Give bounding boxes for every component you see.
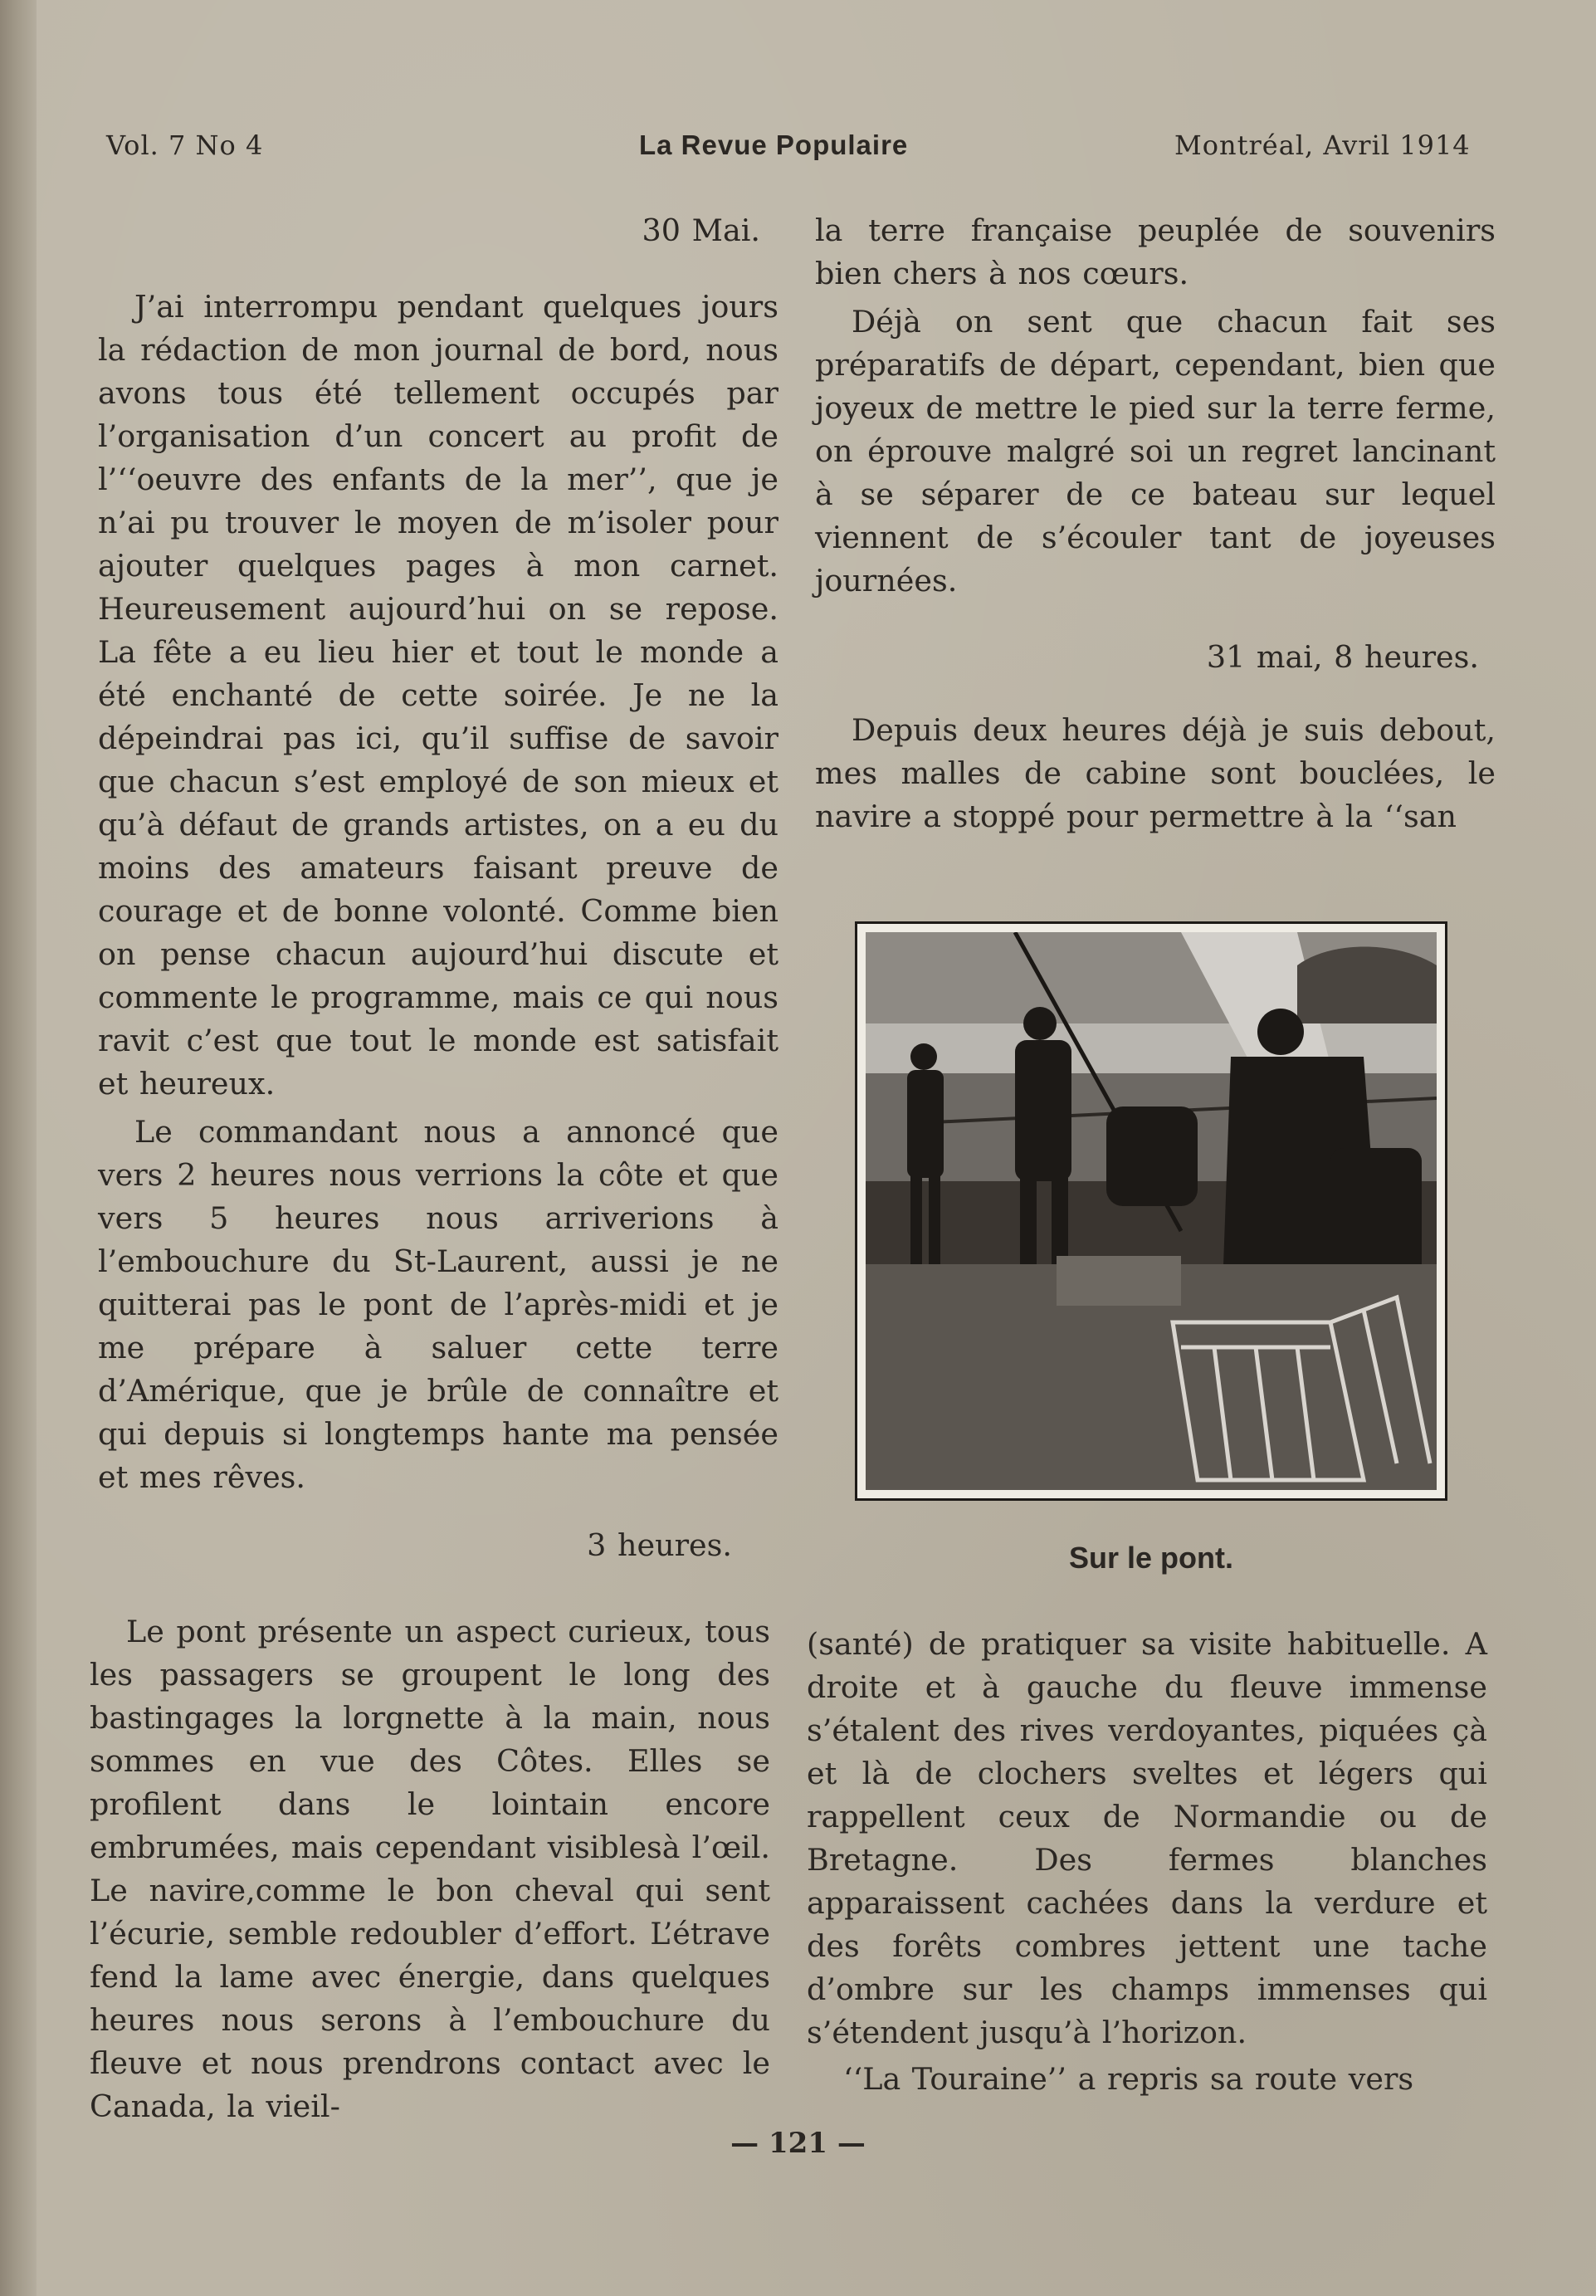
- deck-photograph: [855, 921, 1447, 1501]
- paragraph-pont-aspect: Le pont présente un aspect curieux, tous les passagers se groupent le long des bastingages la lorgnette à la main, nous sommes en vue des Côtes. Elles se profilent dans le lointain encore embrumées, mais cependant visiblesà l’œil. Le navire,comme le bon cheval qui sent l’écurie, semble redoubler d’effort. L’étrave fend la lame avec énergie, dans quelques heures nous serons à l’embouchure du fleuve et nous prendrons contact avec le Canada, la vieil-: [90, 1614, 770, 2124]
- left-column-top: [98, 209, 778, 1499]
- right-column-top: [815, 209, 1496, 838]
- publication-title: La Revue Populaire: [639, 129, 909, 160]
- paragraph-commandant: Le commandant nous a annoncé que vers 2 heures nous verrions la côte et que vers 5 heures nous arriverions à l’embouchure du St-Laurent, aussi je ne quitterai pas le pont de l’après-midi et je me prépare à saluer cette terre d’Amérique, que je brûle de connaître et qui depuis si longtemps hante ma pensée et mes rêves.: [98, 1114, 778, 1495]
- paragraph-concert: J’ai interrompu pendant quelques jours la rédaction de mon journal de bord, nous avons tous été tellement occupés par l’organisation d’un concert au profit de l’‘‘oeuvre des enfants de la mer’’, que je n’ai pu trouver le moyen de m’isoler pour ajouter quelques pages à mon carnet. Heureusement aujourd’hui on se repose. La fête a eu lieu hier et tout le monde a été enchanté de cette soirée. Je ne la dépeindrai pas ici, qu’il suffise de savoir que chacun s’est employé de son mieux et qu’à défaut de grands artistes, on a eu du moins des amateurs faisant preuve de courage et de bonne volonté. Comme bien on pense chacun aujourd’hui discute et commente le programme, mais ce qui nous ravit c’est que tout le monde est satisfait et heureux.: [98, 289, 778, 1102]
- right-column-bottom: [807, 1623, 1487, 2101]
- paragraph-terre-francaise: la terre française peuplée de souvenirs bien chers à nos cœurs.: [815, 213, 1496, 291]
- photo-caption: Sur le pont.: [1069, 1541, 1233, 1575]
- paragraph-rives: (santé) de pratiquer sa visite habituelle. A droite et à gauche du fleuve immense s’étalent des rives verdoyantes, piquées çà et là de clochers sveltes et légers qui rappellent ceux de Normandie ou de Bretagne. Des fermes blanches apparaissent cachées dans la verdure et des forêts combres jettent une tache d’ombre sur les champs immenses qui s’étendent jusqu’à l’horizon.: [807, 1626, 1487, 2050]
- left-column-bottom: [90, 1527, 770, 2181]
- page-binding-edge: [0, 0, 37, 2296]
- deck-scene-illustration: [866, 932, 1437, 1490]
- dateline-31-mai: 31 mai, 8 heures.: [1206, 639, 1479, 675]
- page-number: — 121 —: [730, 2127, 866, 2160]
- dateline-30-mai: 30 Mai.: [642, 213, 760, 248]
- place-and-date: Montréal, Avril 1914: [1174, 129, 1471, 161]
- paragraph-preparatifs: Déjà on sent que chacun fait ses préparatifs de départ, cependant, bien que joyeux de mettre le pied sur la terre ferme, on éprouve malgré soi un regret lancinant à se séparer de ce bateau sur lequel viennent de s’écouler tant de joyeuses journées.: [815, 304, 1496, 598]
- dateline-3-heures: 3 heures.: [587, 1527, 732, 1563]
- paragraph-debout: Depuis deux heures déjà je suis debout, mes malles de cabine sont bouclées, le navire a stoppé pour permettre à la ‘‘san: [815, 712, 1496, 834]
- paragraph-touraine: ‘‘La Touraine’’ a repris sa route vers: [843, 2061, 1414, 2097]
- volume-number: Vol. 7 No 4: [106, 129, 264, 161]
- deck-photograph-image: [866, 932, 1437, 1490]
